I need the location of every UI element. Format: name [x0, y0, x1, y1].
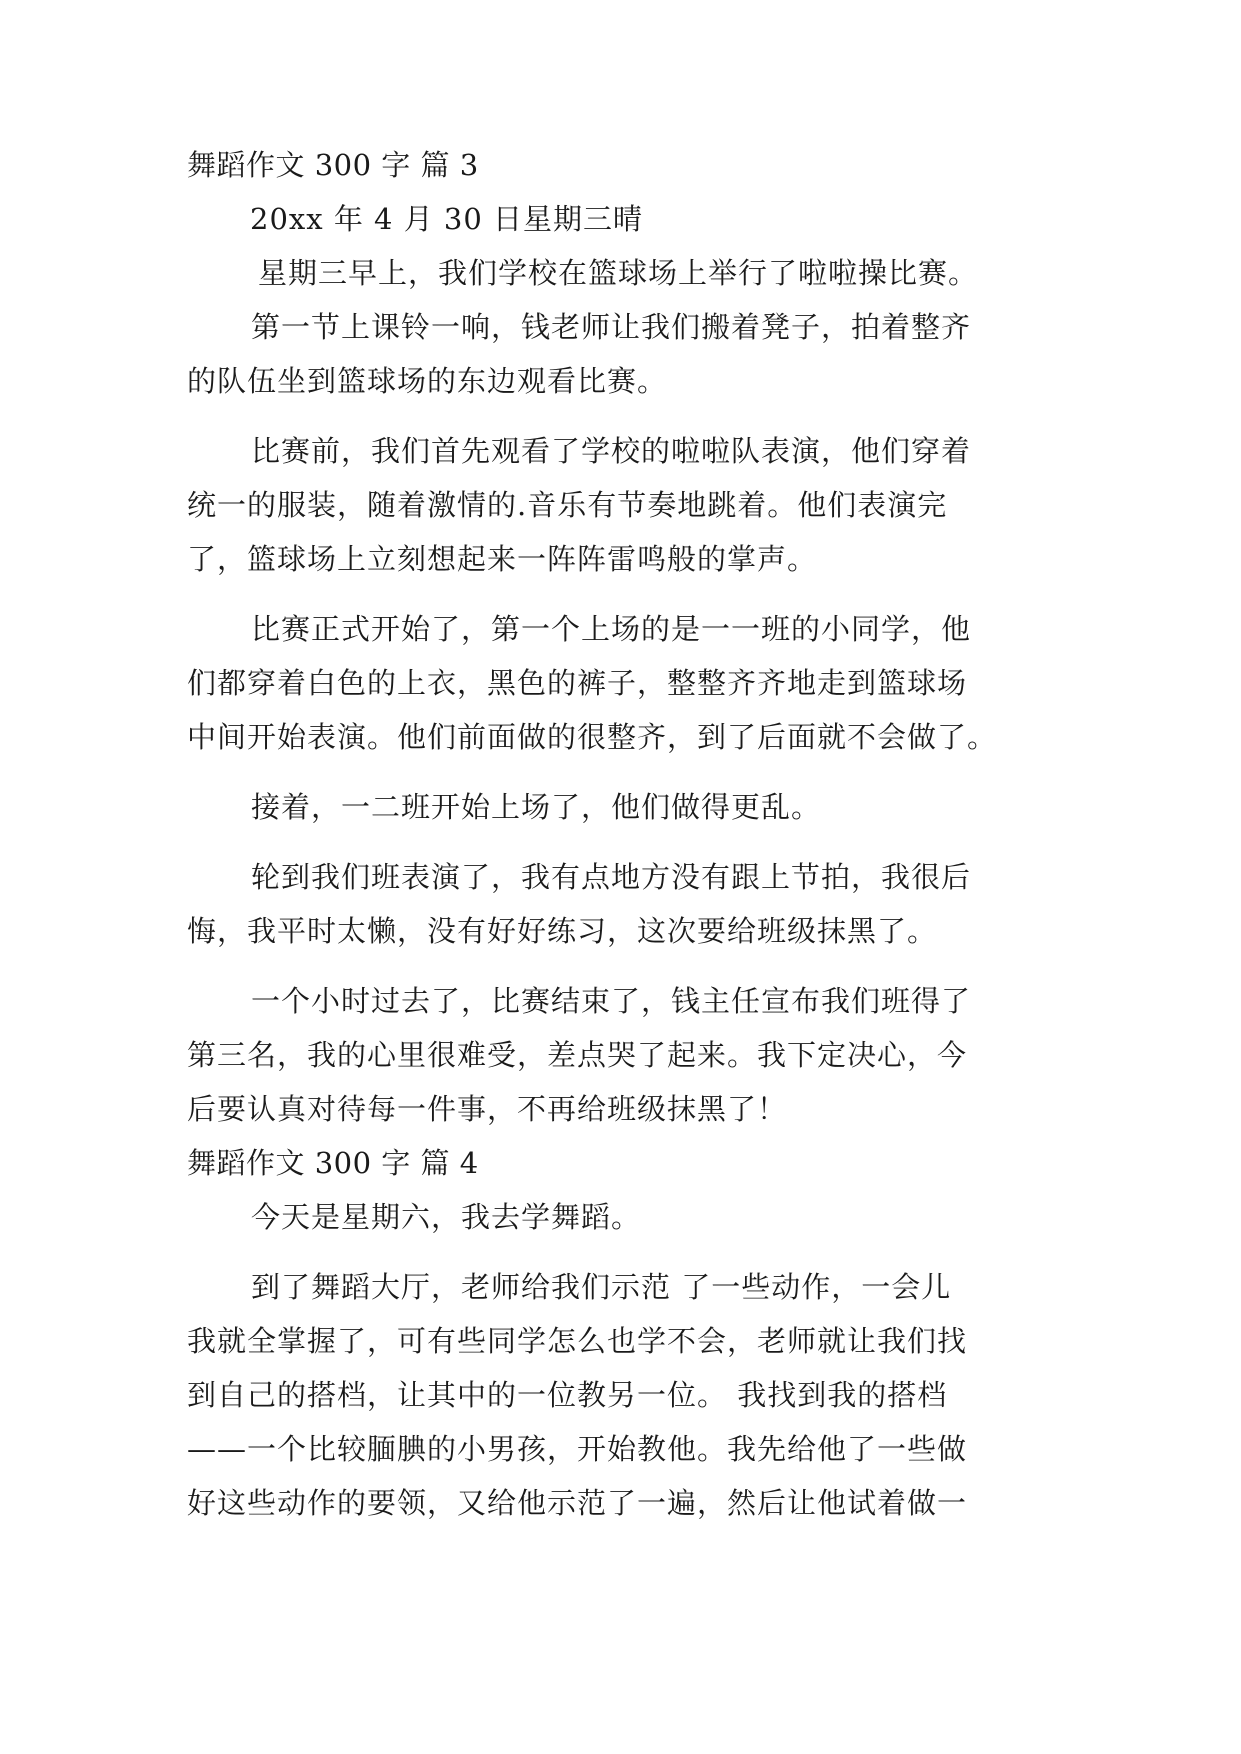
paragraph-line: 统一的服装，随着激情的.音乐有节奏地跳着。他们表演完 [187, 488, 948, 522]
paragraph-line: 接着，一二班开始上场了，他们做得更乱。 [251, 790, 822, 824]
paragraph-line: 好这些动作的要领，又给他示范了一遍，然后让他试着做一 [187, 1486, 968, 1520]
paragraph-line: 到了舞蹈大厅，老师给我们示范 了一些动作，一会儿 [251, 1270, 952, 1304]
paragraph-line: 20xx 年 4 月 30 日星期三晴 [250, 202, 644, 236]
paragraph-line: 第一节上课铃一响，钱老师让我们搬着凳子，拍着整齐 [251, 310, 972, 344]
paragraph-line: ——一个比较腼腆的小男孩，开始教他。我先给他了一些做 [187, 1432, 968, 1466]
paragraph-line: 我就全掌握了，可有些同学怎么也学不会，老师就让我们找 [187, 1324, 968, 1358]
section-heading-4: 舞蹈作文 300 字 篇 4 [187, 1146, 479, 1180]
paragraph-line: 比赛正式开始了，第一个上场的是一一班的小同学，他 [251, 612, 972, 646]
paragraph-line: 轮到我们班表演了，我有点地方没有跟上节拍，我很后 [251, 860, 972, 894]
paragraph-line: 后要认真对待每一件事，不再给班级抹黑了！ [187, 1092, 788, 1126]
paragraph-line: 星期三早上，我们学校在篮球场上举行了啦啦操比赛。 [258, 256, 979, 290]
paragraph-line: 比赛前，我们首先观看了学校的啦啦队表演，他们穿着 [251, 434, 972, 468]
paragraph-line: 的队伍坐到篮球场的东边观看比赛。 [187, 364, 668, 398]
paragraph-line: 们都穿着白色的上衣，黑色的裤子，整整齐齐地走到篮球场 [187, 666, 968, 700]
paragraph-line: 第三名，我的心里很难受，差点哭了起来。我下定决心，今 [187, 1038, 968, 1072]
paragraph-line: 了，篮球场上立刻想起来一阵阵雷鸣般的掌声。 [187, 542, 818, 576]
paragraph-line: 到自己的搭档，让其中的一位教另一位。 我找到我的搭档 [187, 1378, 948, 1412]
paragraph-line: 中间开始表演。他们前面做的很整齐，到了后面就不会做了。 [187, 720, 998, 754]
paragraph-line: 今天是星期六，我去学舞蹈。 [251, 1200, 642, 1234]
paragraph-line: 悔，我平时太懒，没有好好练习，这次要给班级抹黑了。 [187, 914, 938, 948]
paragraph-line: 一个小时过去了，比赛结束了，钱主任宣布我们班得了 [251, 984, 972, 1018]
section-heading-3: 舞蹈作文 300 字 篇 3 [187, 148, 479, 182]
